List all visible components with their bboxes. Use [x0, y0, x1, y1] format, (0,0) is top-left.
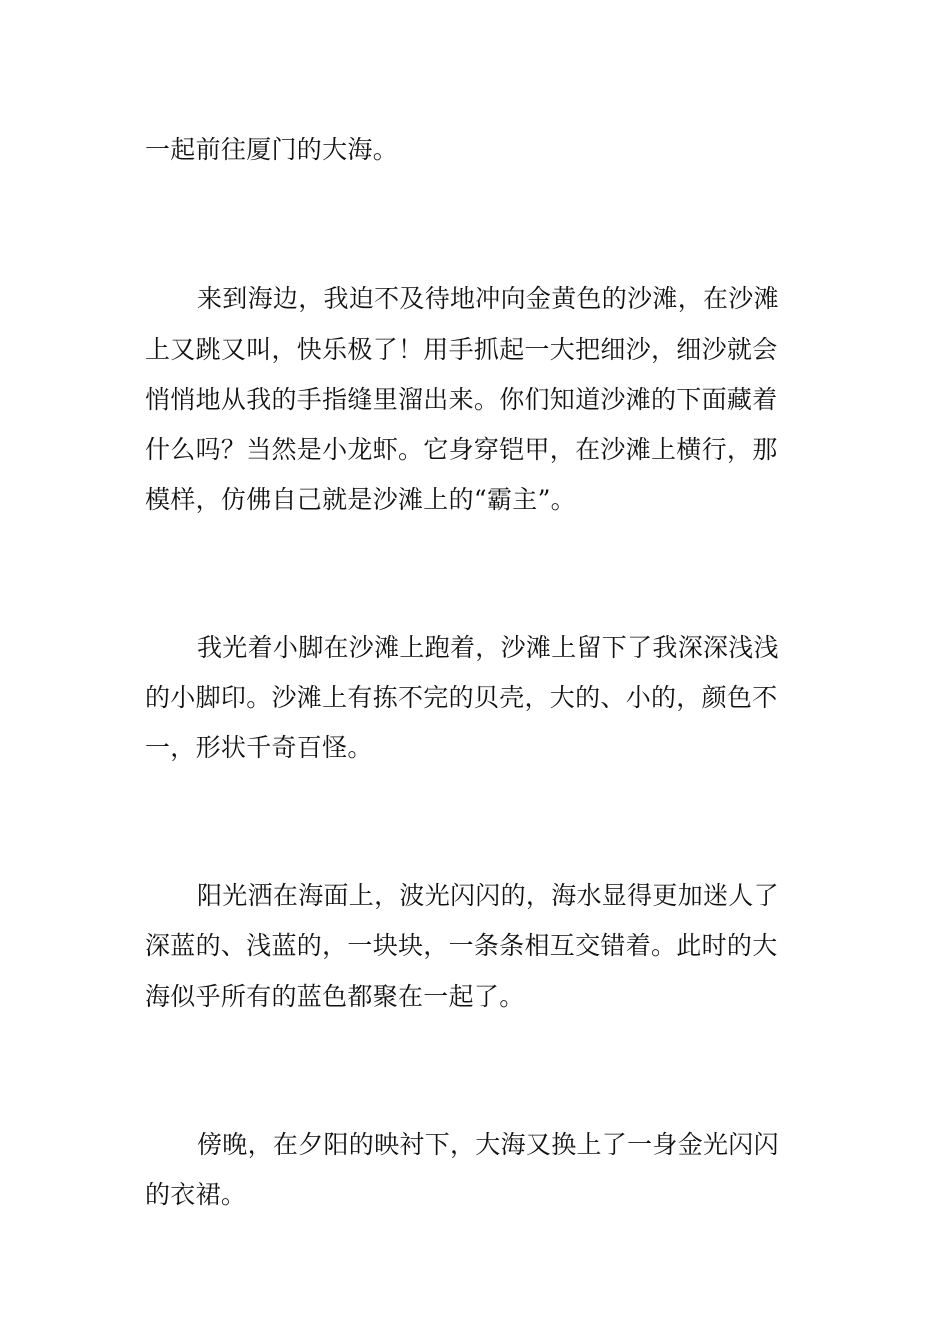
text-line: 一起前往厦门的大海。	[145, 135, 399, 164]
text-line: 深蓝的、浅蓝的，一块块，一条条相互交错着。此时的大	[145, 931, 778, 960]
text-line: 什么吗？当然是小龙虾。它身穿铠甲，在沙滩上横行，那	[145, 435, 778, 464]
text-line: 一，形状千奇百怪。	[145, 733, 373, 762]
text-line: 海似乎所有的蓝色都聚在一起了。	[145, 982, 525, 1011]
paragraph-first-line: 我光着小脚在沙滩上跑着，沙滩上留下了我深深浅浅	[197, 633, 779, 662]
paragraph-first-line: 阳光洒在海面上，波光闪闪的，海水显得更加迷人了	[197, 881, 779, 910]
text-line: 的小脚印。沙滩上有拣不完的贝壳，大的、小的，颜色不	[145, 683, 778, 712]
text-line: 悄悄地从我的手指缝里溜出来。你们知道沙滩的下面藏着	[145, 385, 778, 414]
text-line: 的衣裙。	[145, 1180, 247, 1209]
text-line: 上又跳又叫，快乐极了！用手抓起一大把细沙，细沙就会	[145, 335, 778, 364]
paragraph-first-line: 来到海边，我迫不及待地冲向金黄色的沙滩，在沙滩	[197, 284, 779, 313]
paragraph-first-line: 傍晚，在夕阳的映衬下，大海又换上了一身金光闪闪	[197, 1130, 779, 1159]
text-line: 模样，仿佛自己就是沙滩上的“霸主”。	[145, 485, 576, 514]
